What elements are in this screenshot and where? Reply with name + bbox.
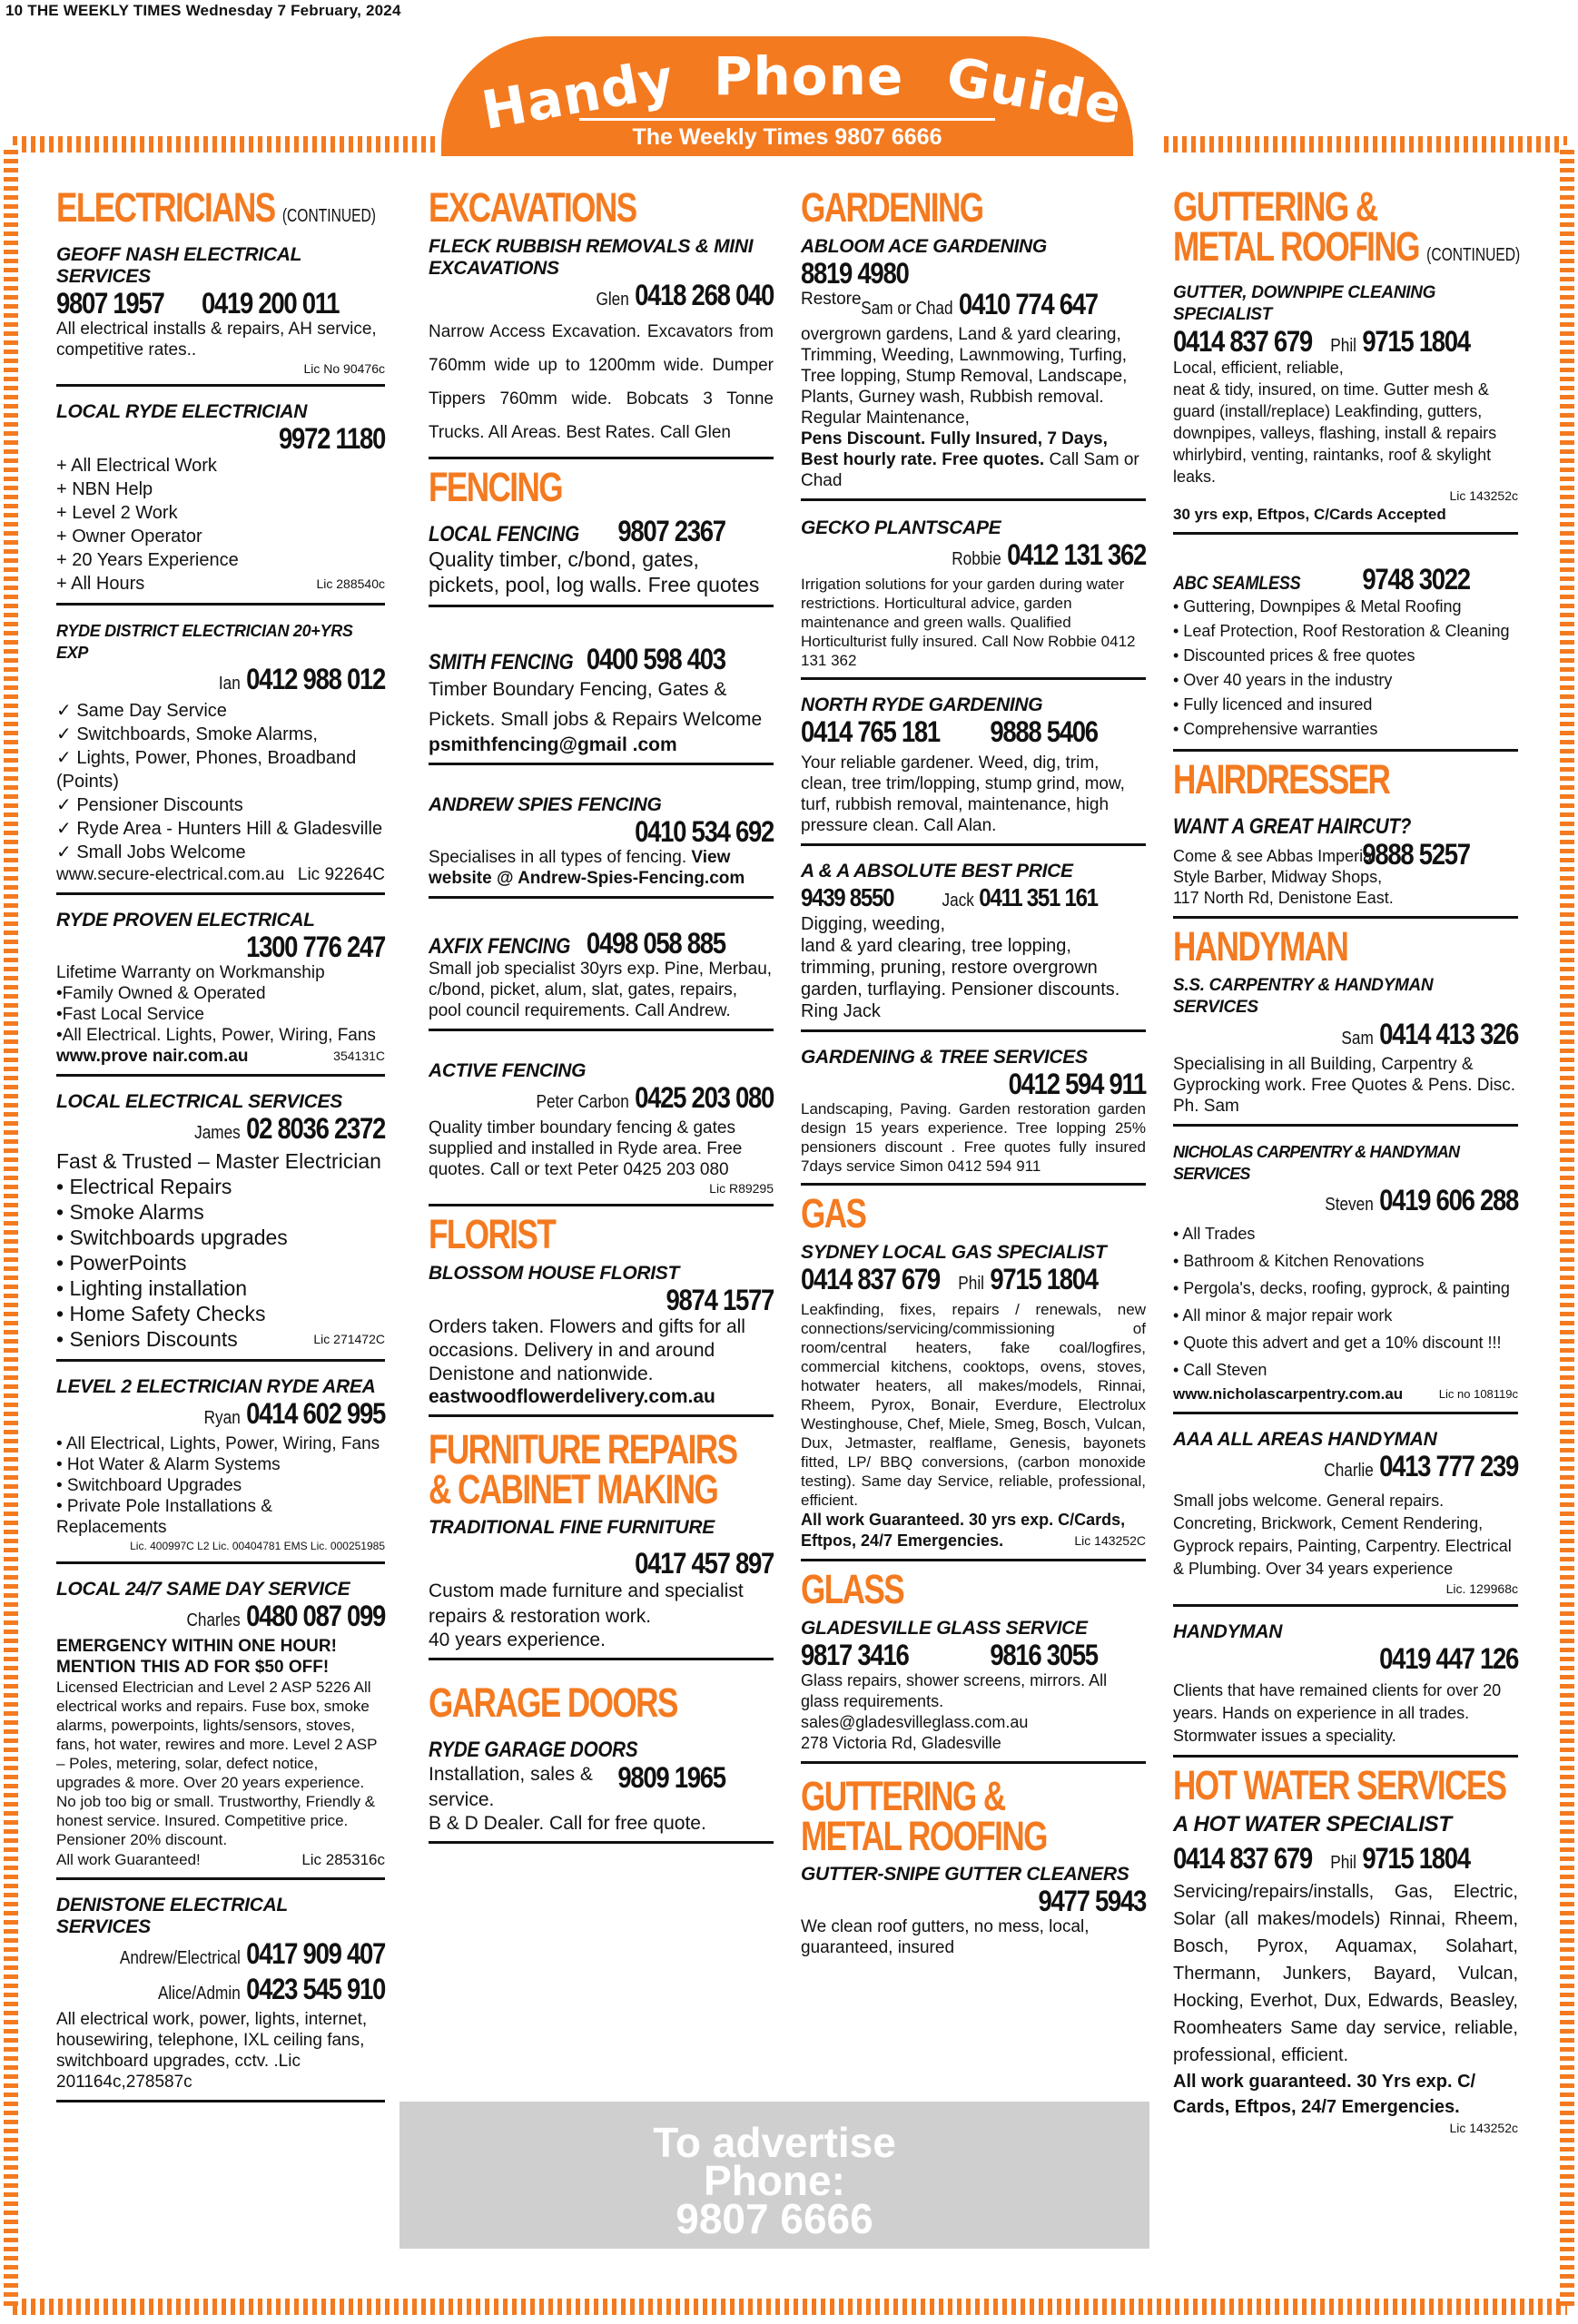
listing-geoff-nash: GEOFF NASH ELECTRICAL SERVICES 9807 1957 0419 200 011 All electrical installs & repairs, AH service, competitive rates.. Lic No 90476c (56, 237, 385, 387)
listing-smith-fencing: SMITH FENCING 0400 598 403 Timber Boundary Fencing, Gates & Pickets. Small jobs & Repairs Welcome psmithfencing@gmail .com (429, 636, 774, 765)
listing-gutter-downpipe-cleaning: GUTTER, DOWNPIPE CLEANING SPECIALIST 0414 837 679 Phil 9715 1804 Local, efficient, reliable, neat & tidy, insured, on time. Gutter mesh & guard (install/replace) Leakfinding, gutters, downpipes, valleys, flashing, install & repairs whirlybird, venting, raintanks, roof & skylight leaks. Lic 143252c 30 yrs exp, Eftpos, C/Cards Accepted (1173, 275, 1518, 535)
listing-local-24-7-electrician: LOCAL 24/7 SAME DAY SERVICE Charles 0480 087 099 EMERGENCY WITHIN ONE HOUR! MENTION THIS AD FOR $50 OFF! Licensed Electrician and Level 2 ASP 5226 All electrical works and repairs. Fuse box, smoke alarms, powerpoints, lights/sensors, stoves, fans, hot water, rewires and more. Level 2 ASP – Poles, metering, solar, defect notice, upgrades & more. Over 20 years experience. No job too big or small. Trustworthy, Friendly & honest service. Insured. Competitive price. Pensioner 20% discount. All work Guaranteed! Lic 285316c (56, 1571, 385, 1880)
service-item: + Level 2 Work (56, 503, 178, 523)
category-heading-guttering-continued: GUTTERING & METAL ROOFING (CONTINUED) (1173, 183, 1521, 270)
listing-ryde-garage-doors: RYDE GARAGE DOORS 9809 1965 Installation, sales & service. B & D Dealer. Call for free quote. (429, 1724, 774, 1844)
category-heading-excavations: EXCAVATIONS (429, 184, 636, 231)
email-link[interactable]: psmithfencing@gmail .com (429, 734, 677, 755)
category-heading-hot-water: HOT WATER SERVICES (1173, 1762, 1506, 1808)
service-item: + 20 Years Experience (56, 550, 239, 570)
category-heading-garage-doors: GARAGE DOORS (429, 1679, 677, 1726)
category-heading-furniture: FURNITURE REPAIRS & CABINET MAKING (429, 1426, 737, 1512)
fringe-top-right (1164, 136, 1567, 153)
listing-local-electrical-services: LOCAL ELECTRICAL SERVICES James 02 8036 2372 Fast & Trusted – Master Electrician • Electrical Repairs • Smoke Alarms • Switchboards upgrades • PowerPoints • Lighting installation • Home Safety Checks • Seniors Discounts Lic 271472C (56, 1084, 385, 1362)
listing-hot-water-specialist: A HOT WATER SPECIALIST 0414 837 679 Phil 9715 1804 Servicing/repairs/installs, Gas, Electric, Solar (all makes/models) Rinnai, Rheem, Bosch, Pyrox, Aquamax, Solahart, Thermann, Junkers, Bayard, Vulcan, Hocking, Everhot, Dux, Edwards, Beasley, Roomheaters Same day service, reliable, professional, efficient. All work guaranteed. 30 Yrs exp. C/ Cards, Eftpos, 24/7 Emergencies. Lic 143252c (1173, 1812, 1518, 2135)
listing-traditional-fine-furniture: TRADITIONAL FINE FURNITURE 0417 457 897 Custom made furniture and specialist repairs & restoration work. 40 years experience. (429, 1510, 774, 1660)
listing-aaa-all-areas: AAA ALL AREAS HANDYMAN Charlie 0413 777 239 Small jobs welcome. General repairs. Concreting, Brickwork, Cement Rendering, Gyprock repairs, Painting, Carpentry. Electrical & Plumbing. Over 34 years experience Lic. 129968c (1173, 1422, 1518, 1607)
listing-andrew-spies-fencing: ANDREW SPIES FENCING 0410 534 692 Specialises in all types of fencing. View website @ Andrew-Spies-Fencing.com (429, 787, 774, 899)
banner-subtitle: The Weekly Times 9807 6666 (579, 118, 995, 151)
website-link[interactable]: www.secure-electrical.com.au (56, 865, 285, 884)
running-header: 10 THE WEEKLY TIMES Wednesday 7 February, 2024 (5, 2, 401, 19)
listing-abc-seamless: ABC SEAMLESS 9748 3022 • Guttering, Downpipes & Metal Roofing • Leaf Protection, Roof Restoration & Cleaning • Discounted prices & free quotes • Over 40 years in the industry • Fully licenced and insured • Comprehensive warranties (1173, 556, 1518, 752)
fringe-left (4, 145, 18, 2306)
column-electricians (56, 182, 385, 2110)
service-item: + Owner Operator (56, 527, 202, 547)
banner-word-phone: Phone (714, 45, 904, 107)
category-heading-hairdresser: HAIRDRESSER (1173, 756, 1390, 803)
listing-local-ryde-electrician: LOCAL RYDE ELECTRICIAN 9972 1180 + All Electrical Work + NBN Help + Level 2 Work + Owner Operator + 20 Years Experience + All Hours Lic 288540c (56, 394, 385, 606)
category-heading-fencing: FENCING (429, 464, 563, 510)
listing-handyman: HANDYMAN 0419 447 126 Clients that have remained clients for over 20 years. Hands on experience in all trades. Stormwater issues a speciality. (1173, 1614, 1518, 1758)
listing-gecko-plantscape: GECKO PLANTSCAPE Robbie 0412 131 362 Irrigation solutions for your garden during water restrictions. Horticultural advice, garden maintenance and green walls. Qualified Horticulturist fully insured. Call Now Robbie 0412 131 362 (801, 510, 1146, 680)
website-link[interactable]: www.prove nair.com.au (56, 1047, 249, 1066)
category-heading-gardening: GARDENING (801, 184, 983, 231)
fringe-top-left (13, 136, 439, 153)
website-link[interactable]: View website @ Andrew-Spies-Fencing.com (429, 848, 745, 888)
banner-word-guide: Guide (942, 44, 1128, 137)
listing-blossom-house-florist: BLOSSOM HOUSE FLORIST 9874 1577 Orders taken. Flowers and gifts for all occasions. Delivery in and around Denistone and nationwide. eastwoodflowerdelivery.com.au (429, 1256, 774, 1417)
listing-ryde-proven-electrical: RYDE PROVEN ELECTRICAL 1300 776 247 Lifetime Warranty on Workmanship •Family Owned & Operated •Fast Local Service •All Electrical. Lights, Power, Wiring, Fans www.prove nair.com.au 354131C (56, 902, 385, 1077)
advertise-box: To advertise Phone: 9807 6666 (399, 2102, 1149, 2249)
listing-abloom-ace: ABLOOM ACE GARDENING 8819 4980 Sam or Chad 0410 774 647 Restore overgrown gardens, Land & yard clearing, Trimming, Weeding, Lawnmowing, Turfing, Tree lopping, Stump Removal, Landscape, Plants, Gurney wash, Rubbish removal. Regular Maintenance, Pens Discount. Fully Insured, 7 Days, Best hourly rate. Free quotes. Call Sam or Chad (801, 229, 1146, 501)
listing-great-haircut: WANT A GREAT HAIRCUT? 9888 5257 Come & see Abbas Imperial Style Barber, Midway Shops, 117 North Rd, Denistone East. (1173, 801, 1518, 919)
listing-nicholas-carpentry: NICHOLAS CARPENTRY & HANDYMAN SERVICES Steven 0419 606 288 • All Trades • Bathroom & Kitchen Renovations • Pergola's, decks, roofing, gyprock, & painting • All minor & major repair work • Quote this advert and get a 10% discount !!! • Call Steven www.nicholascarpentry.com.au Lic no 108119c (1173, 1134, 1518, 1414)
listing-gardening-tree-services: GARDENING & TREE SERVICES 0412 594 911 Landscaping, Paving. Garden restoration garden design 15 years experience. Tree lopping 25% pensioners discount . Free quotes fully insured 7days service Simon 0412 594 911 (801, 1039, 1146, 1186)
listing-level-2-electrician: LEVEL 2 ELECTRICIAN RYDE AREA Ryan 0414 602 995 • All Electrical, Lights, Power, Wiring, Fans • Hot Water & Alarm Systems • Switchboard Upgrades • Private Pole Installations & Replacements Lic. 400997C L2 Lic. 00404781 EMS Lic. 000251985 (56, 1369, 385, 1564)
website-link[interactable]: www.nicholascarpentry.com.au (1173, 1385, 1404, 1403)
listing-local-fencing: LOCAL FENCING 9807 2367 Quality timber, c/bond, gates, pickets, pool, log walls. Free quotes (429, 508, 774, 607)
category-heading-glass: GLASS (801, 1566, 904, 1612)
handy-phone-guide-banner (441, 36, 1133, 156)
listing-a-and-a-absolute: A & A ABSOLUTE BEST PRICE 9439 8550 Jack 0411 351 161 Digging, weeding, land & yard clearing, tree lopping, trimming, pruning, restore overgrown garden, turflaying. Pensioner discounts. Ring Jack (801, 853, 1146, 1032)
listing-active-fencing: ACTIVE FENCING Peter Carbon 0425 203 080 Quality timber boundary fencing & gates supplied and installed in Ryde area. Free quotes. Call or text Peter 0425 203 080 Lic R89295 (429, 1053, 774, 1206)
banner-word-handy: Handy (477, 46, 679, 143)
category-heading-handyman: HANDYMAN (1173, 923, 1348, 970)
website-link[interactable]: eastwoodflowerdelivery.com.au (429, 1386, 715, 1407)
fringe-right (1560, 145, 1574, 2306)
listing-gutter-snipe: GUTTER-SNIPE GUTTER CLEANERS 9477 5943 We clean roof gutters, no mess, local, guaranteed, insured (801, 1864, 1146, 1957)
category-heading-electricians: ELECTRICIANS (CONTINUED) (56, 184, 376, 231)
listing-fleck-rubbish: FLECK RUBBISH REMOVALS & MINI EXCAVATIONS Glen 0418 268 040 Narrow Access Excavation. Excavators from 760mm wide up to 1200mm wide. Dumper Tippers 760mm wide. Bobcats 3 Tonne Trucks. All Areas. Best Rates. Call Glen (429, 229, 774, 459)
advertise-phone[interactable]: 9807 6666 (676, 2195, 873, 2242)
column-guttering-to-hot-water (1173, 182, 1521, 2151)
service-item: + NBN Help (56, 479, 153, 499)
listing-sydney-local-gas: SYDNEY LOCAL GAS SPECIALIST 0414 837 679 Phil 9715 1804 Leakfinding, fixes, repairs / renewals, new connections/servicing/commissioning of room/central heaters, fake coal/logfires, commercial kitchens, cooktops, ovens, stoves, hotwater heaters, all makes/models, Rinnai, Rheem, Pyrox, Bonair, Everdure, Electrolux Westinghouse, Chef, Miele, Smeg, Bosch, Vulcan, Dux, Jetmaster, realflame, Genesis, bayonets fitted, LP/ BBQ conversions, (carbon monoxide testing). Same day Service, reliable, professional, efficient. All work Guaranteed. 30 yrs exp. C/Cards, Eftpos, 24/7 Emergencies. Lic 143252C (801, 1235, 1146, 1561)
category-heading-florist: FLORIST (429, 1211, 556, 1257)
listing-axfix-fencing: AXFIX FENCING 0498 058 885 Small job specialist 30yrs exp. Pine, Merbau, c/bond, picket, alum, slat, gates, repairs, pool council requirements. Call Andrew. (429, 921, 774, 1031)
listing-ryde-district-electrician: RYDE DISTRICT ELECTRICIAN 20+YRS EXP Ian 0412 988 012 ✓ Same Day Service ✓ Switchboards, Smoke Alarms, ✓ Lights, Power, Phones, Broadband (Points) ✓ Pensioner Discounts ✓ Ryde Area - Hunters Hill & Gladesville ✓ Small Jobs Welcome www.secure-electrical.com.au Lic 92264C (56, 613, 385, 895)
listing-gladesville-glass: GLADESVILLE GLASS SERVICE 9817 3416 9816 3055 Glass repairs, shower screens, mirrors. All glass requirements. sales@gladesvilleglass.com.au 278 Victoria Rd, Gladesville (801, 1610, 1146, 1764)
service-item: + All Electrical Work (56, 456, 217, 476)
service-item: + All Hours Lic 288540c (56, 574, 385, 594)
category-heading-guttering: GUTTERING & METAL ROOFING (801, 1773, 1047, 1859)
fringe-bottom (13, 2299, 1567, 2315)
listing-ss-carpentry: S.S. CARPENTRY & HANDYMAN SERVICES Sam 0414 413 326 Specialising in all Building, Carpentry & Gyprocking work. Free Quotes & Pens. Disc. Ph. Sam (1173, 968, 1518, 1127)
listing-denistone-electrical: DENISTONE ELECTRICAL SERVICES Andrew/Electrical 0417 909 407 Alice/Admin 0423 545 910 All electrical work, power, lights, internet, housewiring, telephone, IXL ceiling fans, switchboard upgrades, cctv. .Lic 201164c,278587c (56, 1887, 385, 2102)
column-excavations-to-garage-doors (429, 182, 774, 1851)
column-gardening-to-guttering (801, 182, 1146, 1973)
listing-north-ryde-gardening: NORTH RYDE GARDENING 0414 765 181 9888 5406 Your reliable gardener. Weed, dig, trim, clean, tree trim/lopping, stump grind, mow, turf, rubbish removal, maintenance, high pressure clean. Call Alan. (801, 687, 1146, 846)
category-heading-gas: GAS (801, 1190, 866, 1236)
